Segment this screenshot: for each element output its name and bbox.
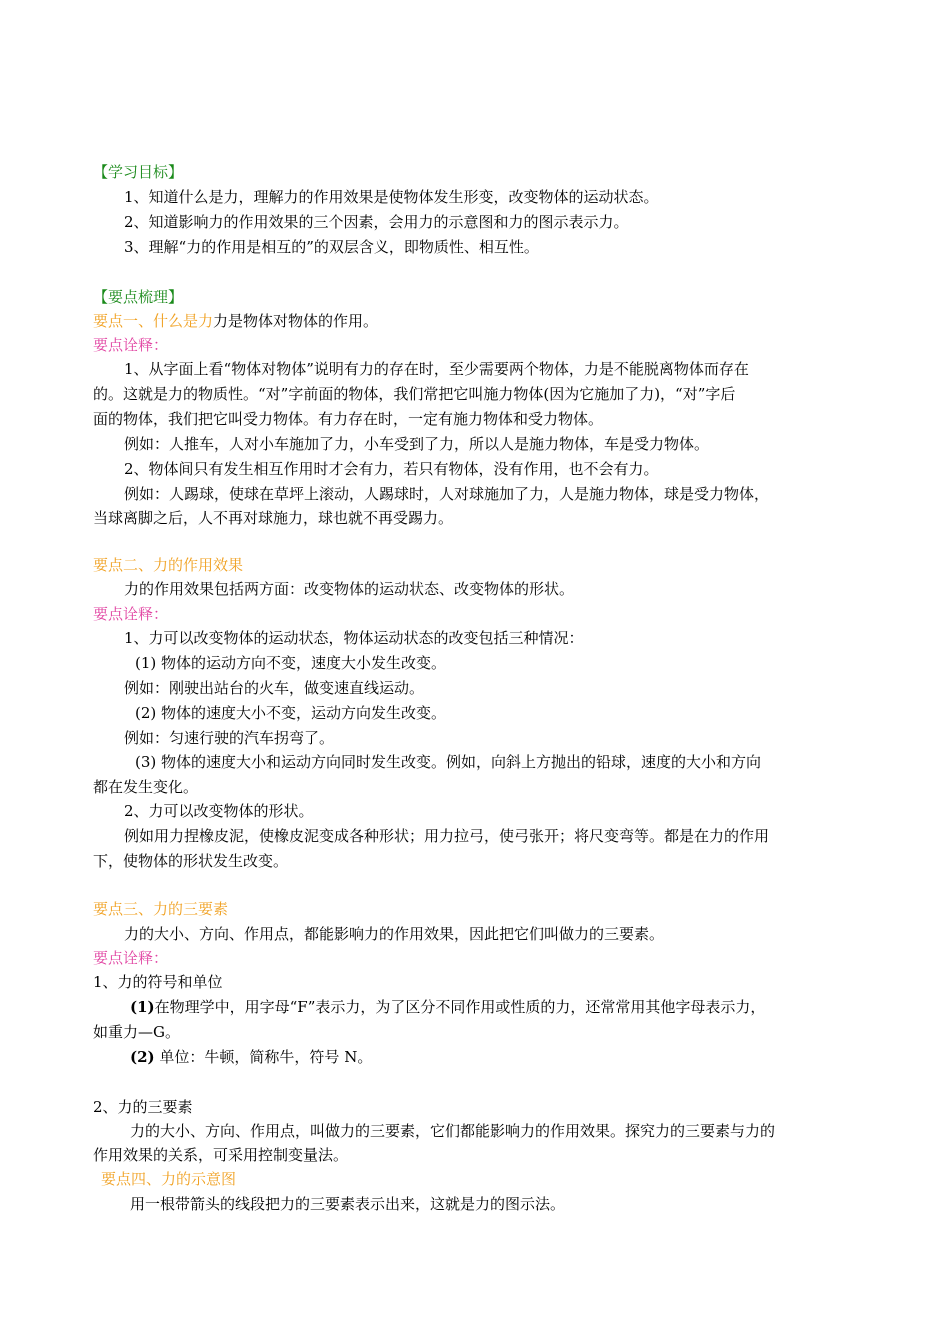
point3-line-2: [130, 995, 765, 1019]
point3-line-7: 作用效果的关系，可采用控制变量法。: [93, 1146, 349, 1164]
point1-line-4: 例如：人推车，人对小车施加了力，小车受到了力，所以人是施力物体，车是受力物体。: [124, 435, 710, 453]
point2-line-1: 1、力可以改变物体的运动状态，物体运动状态的改变包括三种情况：: [124, 629, 584, 647]
point2-note: 要点诠释：: [93, 605, 169, 623]
point2-line-6: (3) 物体的速度大小和运动方向同时发生改变。例如，向斜上方抛出的铅球，速度的大小和方向: [135, 753, 762, 771]
point3-title: 要点三、力的三要素: [93, 900, 229, 918]
point2-line-2: (1) 物体的运动方向不变，速度大小发生改变。: [135, 654, 447, 672]
point2-line-5: 例如：匀速行驶的汽车拐弯了。: [124, 729, 335, 747]
point3-line-2-text: 在物理学中，用字母“F”表示力，为了区分不同作用或性质的力，还常常用其他字母表示力，: [154, 998, 766, 1016]
point3-line-4-number: (2): [130, 1048, 155, 1066]
point1-line-5: 2、物体间只有发生相互作用时才会有力，若只有物体，没有作用，也不会有力。: [124, 460, 659, 478]
points-heading: 【要点梳理】: [93, 288, 184, 306]
point2-line-8: 2、力可以改变物体的形状。: [124, 802, 314, 820]
goal-item-3: 3、理解“力的作用是相互的”的双层含义，即物质性、相互性。: [124, 238, 539, 256]
point2-line-10: 下，使物体的形状发生改变。: [93, 852, 289, 870]
point3-line-6: 力的大小、方向、作用点，叫做力的三要素，它们都能影响力的作用效果。探究力的三要素与力的: [130, 1122, 776, 1140]
point1-line-6: 例如：人踢球，使球在草坪上滚动，人踢球时，人对球施加了力，人是施力物体，球是受力物体，: [124, 485, 770, 503]
point1-line-1: 1、从字面上看“物体对物体”说明有力的存在时，至少需要两个物体，力是不能脱离物体而存在: [124, 360, 749, 378]
goals-heading: 【学习目标】: [93, 163, 184, 181]
point2-intro: 力的作用效果包括两方面：改变物体的运动状态、改变物体的形状。: [124, 580, 575, 598]
goal-item-2: 2、知道影响力的作用效果的三个因素，会用力的示意图和力的图示表示力。: [124, 213, 629, 231]
point3-intro: 力的大小、方向、作用点，都能影响力的作用效果，因此把它们叫做力的三要素。: [124, 925, 665, 943]
point1-note: 要点诠释：: [93, 336, 169, 354]
point1-line-2: 的。这就是力的物质性。“对”字前面的物体，我们常把它叫施力物体(因为它施加了力)，“对”字后: [93, 385, 736, 403]
point2-line-9: 例如用力捏橡皮泥，使橡皮泥变成各种形状；用力拉弓，使弓张开；将尺变弯等。都是在力的作用: [124, 827, 770, 845]
point1-title-rest: 力是物体对物体的作用。: [213, 312, 379, 330]
point3-line-4: [130, 1045, 372, 1069]
goal-item-1: 1、知道什么是力，理解力的作用效果是使物体发生形变，改变物体的运动状态。: [124, 188, 659, 206]
point4-intro: 用一根带箭头的线段把力的三要素表示出来，这就是力的图示法。: [130, 1195, 566, 1213]
point2-title: 要点二、力的作用效果: [93, 556, 244, 574]
point2-line-3: 例如：刚驶出站台的火车，做变速直线运动。: [124, 679, 425, 697]
point1-title: 要点一、什么是力: [93, 312, 214, 330]
point2-line-7: 都在发生变化。: [93, 778, 199, 796]
point3-note: 要点诠释：: [93, 949, 169, 967]
point3-line-4-text: 单位：牛顿，简称牛，符号 N。: [159, 1048, 373, 1066]
point2-line-4: (2) 物体的速度大小不变，运动方向发生改变。: [135, 704, 447, 722]
point3-line-1: 1、力的符号和单位: [93, 973, 223, 991]
point1-title-line: [93, 309, 378, 333]
point1-line-3: 面的物体，我们把它叫受力物体。有力存在时，一定有施力物体和受力物体。: [93, 410, 604, 428]
point3-line-5: 2、力的三要素: [93, 1098, 193, 1116]
point4-title: 要点四、力的示意图: [101, 1170, 237, 1188]
point1-line-7: 当球离脚之后，人不再对球施力，球也就不再受踢力。: [93, 509, 454, 527]
point3-line-2-number: (1): [130, 998, 155, 1016]
point3-line-3: 如重力—G。: [93, 1023, 180, 1041]
